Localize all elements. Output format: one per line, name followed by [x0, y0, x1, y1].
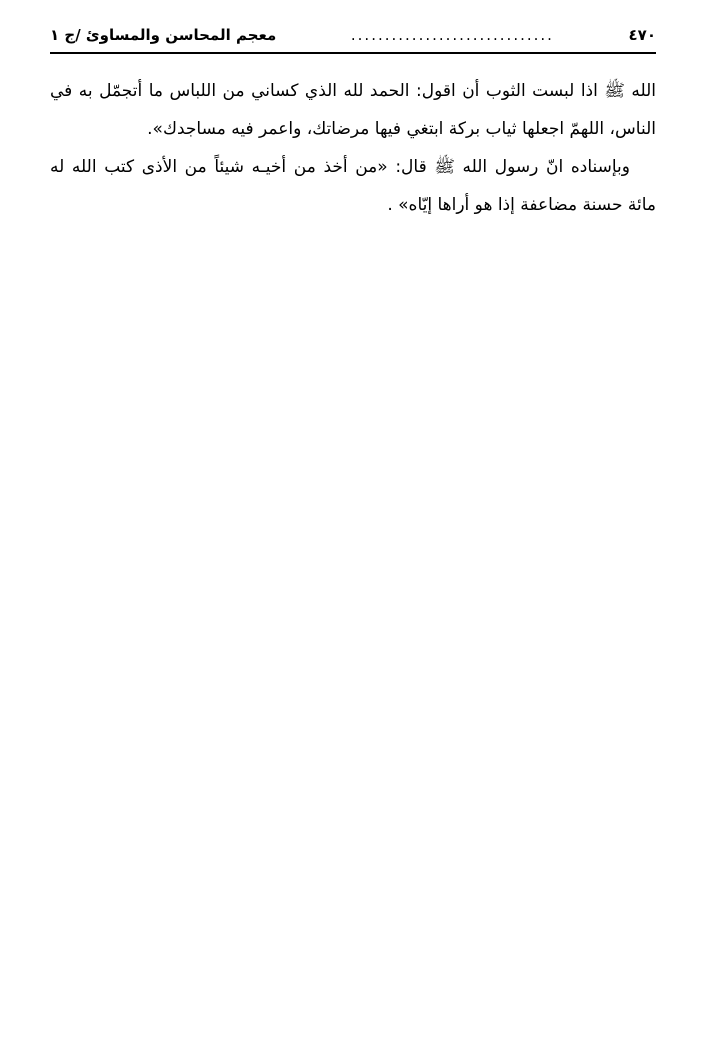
running-title: معجم المحاسن والمساوئ /ج ١ [50, 26, 277, 44]
header-divider [50, 52, 656, 54]
paragraph-1: الله ﷺ اذا لبست الثوب أن اقول: الحمد لله الذي كساني من اللباس ما أتجمّل به في الناس، اللهمّ اجعلها ثياب بركة ابتغي فيها مرضاتك، واعمر فيه مساجدك». [50, 81, 656, 139]
paragraph-2: وبإسناده انّ رسول الله ﷺ قال: «من أخذ من أخيـه شيئاً من الأذى كتب الله له مائة حسنة مضاعفة إذا هو أراها إيّاه» . [50, 157, 656, 215]
page-body [50, 72, 656, 224]
header-dot-leader: .............................. [350, 26, 554, 44]
page-header [50, 22, 656, 48]
page-number: ٤٧٠ [628, 26, 656, 44]
